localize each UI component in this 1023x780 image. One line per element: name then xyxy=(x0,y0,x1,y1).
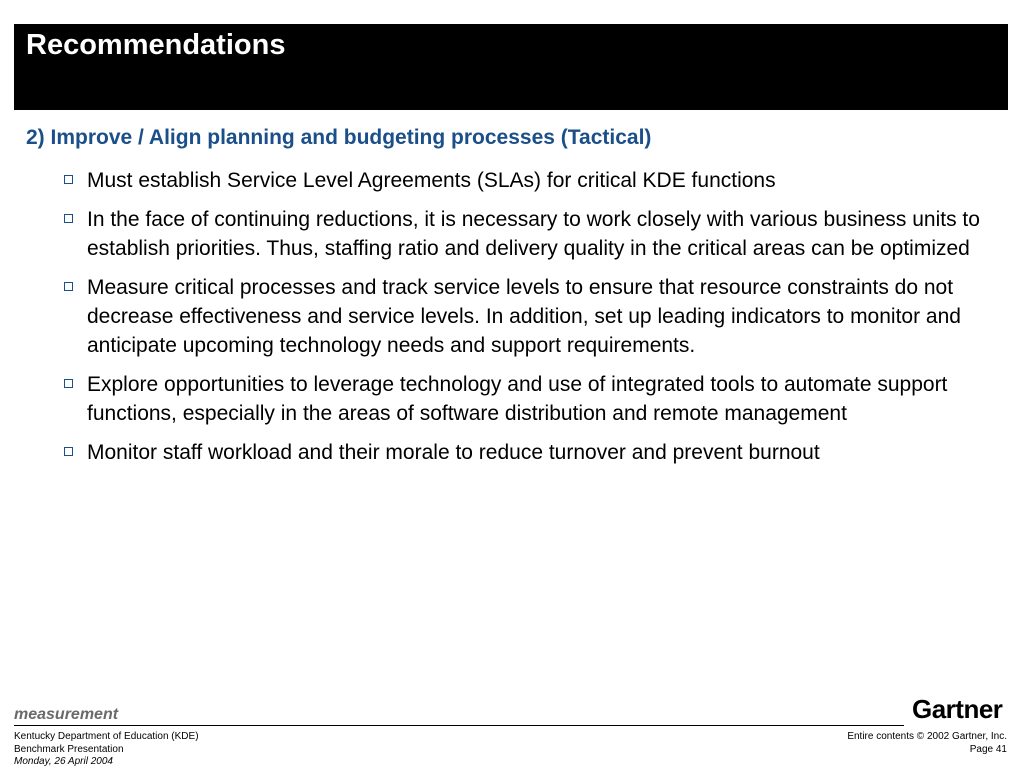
footer-section-label: measurement xyxy=(14,706,119,723)
footer-presentation: Benchmark Presentation xyxy=(14,743,124,755)
hollow-square-bullet-icon xyxy=(64,214,73,223)
hollow-square-bullet-icon xyxy=(64,447,73,456)
footer-copyright: Entire contents © 2002 Gartner, Inc. xyxy=(847,731,1007,742)
footer-right-info xyxy=(847,731,1007,756)
bullet-text: Explore opportunities to leverage technology and use of integrated tools to automate support functions, especially in the areas of software distribution and remote management xyxy=(87,373,948,425)
bullet-text: In the face of continuing reductions, it is necessary to work closely with various business units to establish priorities. Thus, staffing ratio and delivery quality in the critical areas can be optimized xyxy=(87,208,980,260)
title-bar xyxy=(14,24,1008,110)
bullet-text: Measure critical processes and track service levels to ensure that resource constraints do not decrease effectiveness and service levels. In addition, set up leading indicators to monitor and anticipate upcoming technology needs and support requirements. xyxy=(87,276,961,357)
bullet-item xyxy=(62,438,1007,467)
footer-page-number: Page 41 xyxy=(969,743,1007,755)
footer-divider xyxy=(14,725,904,726)
footer-organization: Kentucky Department of Education (KDE) xyxy=(14,731,199,742)
footer-left-info xyxy=(14,731,199,769)
bullet-item xyxy=(62,273,1007,360)
hollow-square-bullet-icon xyxy=(64,282,73,291)
bullet-text: Must establish Service Level Agreements (SLAs) for critical KDE functions xyxy=(87,169,776,192)
slide-subtitle: 2) Improve / Align planning and budgeting processes (Tactical) xyxy=(26,126,652,149)
hollow-square-bullet-icon xyxy=(64,175,73,184)
slide-title: Recommendations xyxy=(26,29,286,61)
footer-date: Monday, 26 April 2004 xyxy=(14,756,113,767)
bullet-list xyxy=(62,166,1007,477)
gartner-logo: Gartner xyxy=(912,694,1003,724)
bullet-item xyxy=(62,166,1007,195)
hollow-square-bullet-icon xyxy=(64,379,73,388)
bullet-text: Monitor staff workload and their morale to reduce turnover and prevent burnout xyxy=(87,441,820,464)
bullet-item xyxy=(62,205,1007,263)
bullet-item xyxy=(62,370,1007,428)
